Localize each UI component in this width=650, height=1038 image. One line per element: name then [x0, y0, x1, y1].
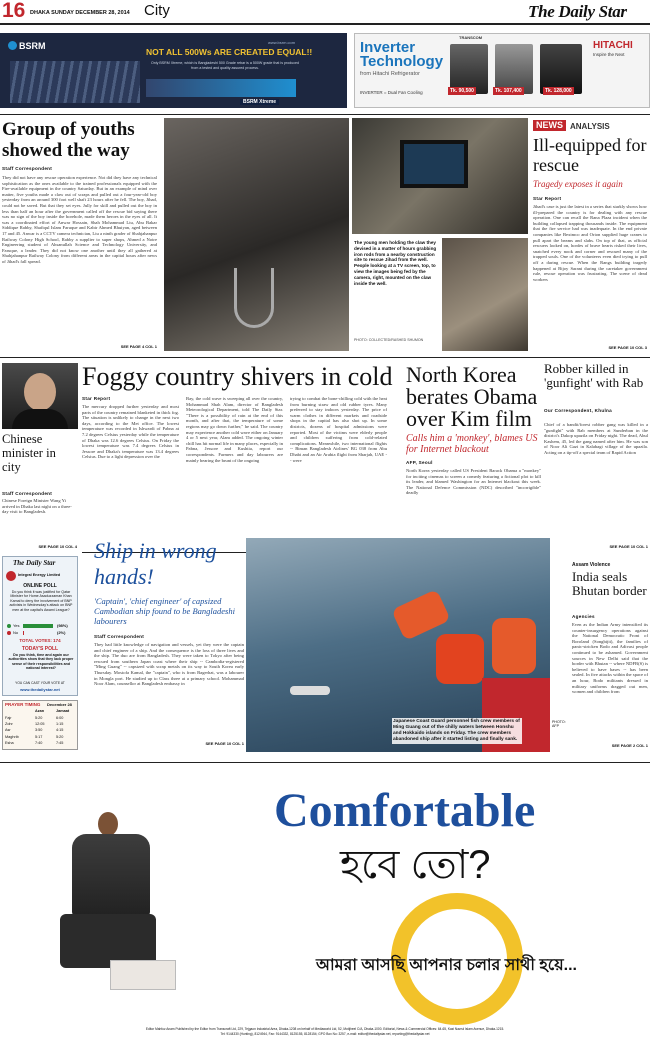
ship-body: They had little knowledge of navigation and vessels, yet they were the captain and chief engineer of a ship. And the consequence is the loss of three lives and the ship. The duo are from Bangladesh. They were taken to Tokyo after being rescued from southern Japan coast where their ship -- Cambodia-registered "Ming Guang" -- capsized with scrap metals on its way to South Korea early Thursday. Mostofa Kamal, the "captain", who is from Bagerhat, was a labourer in Mongla port. He studied up to Class three at a primary school. Mohammad Noor Alam, counsellor at Bangladesh embassy in	[94, 642, 244, 687]
poll-total: TOTAL VOTES: 174	[19, 638, 61, 643]
rescuer-3	[492, 618, 536, 674]
prayer-timing	[2, 700, 78, 750]
ship-byline: Staff Correspondent	[94, 634, 145, 639]
bhutan-byline: Agencies	[572, 614, 595, 619]
rescuer-1	[391, 589, 451, 641]
poll-title: ONLINE POLL	[23, 583, 57, 589]
ship-deck: 'Captain', 'chief engineer' of capsized Cambodian ship found to be Bangladeshi labourers	[94, 596, 235, 626]
story1-byline: Staff Correspondent	[2, 166, 53, 171]
poll-question: Do you think it was justified for Qatar Minister for Home Asaduzzaman Khan Kamal to deny the involvement of BNP activists in Wednesday's attack on BNP men at the capital's Awami League?	[9, 590, 73, 612]
hitachi-sub: from Hitachi Refrigerator	[360, 71, 420, 77]
prayer-row: Fajr 5:20 6:00	[5, 715, 64, 720]
robber-byline: Our Correspondent, Khulna	[544, 408, 612, 413]
prayer-row: Asr 3:50 4:15	[5, 728, 64, 733]
caption1-credit: PHOTO: COLLECTED/RASHED SHUMON	[354, 338, 424, 342]
poll-yes-label: Yes	[13, 623, 20, 628]
rescuer-2	[436, 634, 484, 684]
ad-english-headline: Comfortable	[274, 784, 536, 837]
shoebox-graphic	[110, 960, 176, 990]
prayer-title: PRAYER TIMING	[5, 702, 41, 707]
footer-line-1: Editor Mahfuz Anam Published by the Editor from Transcraft Ltd, 229, Tejgaon Industrial Area, Dhaka-1208 on behalf of Mediaworld Ltd, 52, Motijheel C/A, Dhaka-1000. Editorial, News & Commercial Offices: 64-65, Kazi Nazrul Islam Avenue, Dhaka-1215.	[145, 1027, 505, 1031]
ad-bangla-1: হবে তো?	[340, 843, 491, 887]
claw-graphic	[234, 268, 274, 328]
minister-face	[24, 373, 56, 411]
poll-cta: YOU CAN CAST YOUR VOTE AT	[15, 681, 65, 685]
nk-headline: North Korea berates Obama over Kim film	[406, 362, 538, 431]
helicopter-graphic	[290, 686, 330, 695]
ship-rescue-photo	[246, 538, 550, 752]
story1-body: They did not have any rescue operation experience. Not did they have any technical sophistication as the ones available to the trained professionals equipped with the Fire-available equipment in the country Saturday. But in an example of mind over matter, five youths made a claw out of scraps and pulled out a four-year-old boy yesterday from an around 300 foot well shaft 23 hours after he fell. The boy, Jihad, could not be saved. But that they set eyes. Jully for skill and pulled out the boy in less than half an hour after the government called off the rescue bid saying there was no sign of the boy inside the borehole, made them heroes in the eyes of all. It was a coordinated effort of Anwar Hossain, Shah Mohammad Liu, Abu Bakar Siddique Rabby, Shafiqul Islam Faruque and Kabir Ahmed Bhuiyan, aged between 17 and 45. Anwar is a CCTV camera technician, Liu a ninth grader of Shahjahanpur Railway Colony High School, Rabby a supplier to super shops, Ahmed a Notre Engineering student of Ahsanullah Science and Technology University, and Faruque, a leader. They did not know one another until they all gathered at Shahjahanpur Railway Colony from different areas in the capital hours after news of Jihad's fall spread.	[2, 175, 157, 264]
masthead: The Daily Star	[528, 2, 627, 21]
analysis-deck: Tragedy exposes it again	[533, 179, 623, 189]
minister-photo	[2, 363, 78, 429]
yes-bar	[23, 624, 53, 628]
page-number: 16	[2, 0, 26, 22]
model-body	[72, 834, 150, 916]
china-more[interactable]: SEE PAGE 10 COL 4	[38, 544, 77, 549]
tv-screen-photo	[352, 118, 528, 234]
price-2: Tk. 107,400	[495, 88, 522, 94]
fog-headline: Foggy country shivers in cold	[82, 362, 393, 391]
poll-no-label: No	[13, 630, 19, 635]
analysis-body: Jihad's case is just the latest in a series that starkly shows how ill-prepared the country is for dealing with any rescue operation. One can recall the Rana Plaza incident when the building collapsed trapping thousands inside. The equipment that the fire service had was inadequate. In the end private companies like Beximco and Orion supplied huge cranes to pull apart the beams and slabs. On top of that, as official rescuers looked on, hordes of brave hearts risked their lives, snatched every nook and corner and rescued many of the trapped souls. One of the volunteers even died trying to pull off a daring rescue. When the Rangs building tragedy happened at Bijoy Sarani during the caretaker government rule, rescue operation was frustrating. The scene of dead workers	[533, 204, 647, 282]
price-3: Tk. 128,000	[545, 88, 572, 94]
poll-today-question: Do you think, time and again our authorities show that they lack proper sense of their responsibilities and national interest?	[8, 653, 74, 671]
minister-suit	[12, 409, 68, 429]
page-header	[0, 0, 650, 26]
robber-body: Chief of a bandit/forest robber gang was killed in a "gunfight" with Rab members at Sunderban in the district's Dakop upazila on Friday night. The dead, Abul Kashem, 45, led the gang named after him. He was son of Noor Ali Gazi in Kalabagi village of the upazila. Acting on a tip-off a special team of Rapid Action	[544, 422, 648, 455]
integral-logo-icon	[6, 571, 16, 581]
china-headline: Chinese minister in city	[2, 432, 56, 474]
bsrm-bar-graphic	[146, 79, 296, 97]
hitachi-top: TRANSCOM	[459, 35, 483, 40]
fog-col1: The mercury dropped further yesterday and most parts of the country remained blanketed in thick fog. The situation is unlikely to change in the next two days, according to the Met office. The lowest temperature was recorded in Ishwardi of Pabna at 7.2 degrees Celsius yesterday while the temperature of Dhaka was 12.6 degrees Celsius. On Friday the lowest temperature was 7.4 degrees Celsius in Jessore and Dhaka's temperature was 13.4 degrees Celsius. Due to a light depression over the	[82, 404, 179, 460]
analysis-more[interactable]: SEE PAGE 10 COL 3	[608, 345, 647, 350]
poll-yes-pct: (98%)	[57, 623, 68, 628]
bsrm-logo-icon	[8, 41, 17, 50]
hitachi-foot: INVERTER = Dual Fan Cooling	[360, 90, 423, 95]
poll-today: TODAY'S POLL	[21, 646, 59, 652]
ship-credit: PHOTO: AFP	[552, 720, 566, 728]
bhutan-more[interactable]: SEE PAGE 2 COL 1	[611, 743, 648, 748]
dateline: DHAKA SUNDAY DECEMBER 28, 2014	[30, 10, 130, 16]
fog-byline: Star Report	[82, 396, 111, 401]
nk-byline: AFP, Seoul	[406, 460, 433, 465]
price-1: Tk. 90,500	[450, 88, 474, 94]
fog-col3: trying to combat the bone-chilling cold with the heat from burning straw and old rubber tyres. Many preferred to stay indoors yesterday. The price of warm clothes in different markets and roadside shops in the capital has also shot up. In some districts, dozens of hospital admissions were reported. Most of the victims were elderly people and children suffering from cold-related complications. Meanwhile, two international flights -- Biman Bangladesh Airlines' BG 038 from Abu Dhabi and an Air Arabia flight from Sharjah, UAE -- were	[290, 396, 387, 463]
bottom-rule	[0, 762, 650, 763]
bhutan-body: Even as the Indian Army intensified its counter-insurgency operations against the National Democratic Front of Boroland (Songbijit), the families of panic-stricken Bodo and Adivasi people continued to be ashamed. Government sources in New Delhi said that the border with Bhutan -- where NDFB(S) is believed to have bases -- has been sealed. In five attacks within the space of an hour, Bodo militants dressed in military uniforms dragged out men, women and children from	[572, 622, 648, 695]
hitachi-brand-tag: Inspire the Next	[593, 52, 625, 57]
poll-url[interactable]: www.thedailystar.net	[20, 687, 60, 692]
model-head	[98, 812, 118, 836]
nk-body: North Korea yesterday called US President Barack Obama a "monkey" for inciting cinemas to screen a comedy featuring a fictional plot to kill its leader, and blamed Washington for an Internet blackout this week. The National Defence Commission (NDC) described "incorrigible" deadly	[406, 468, 541, 496]
bsrm-headline: NOT ALL 500Ws ARE CREATED EQUAL!!	[146, 47, 313, 57]
no-dot-icon	[7, 631, 11, 635]
caption1-box	[352, 238, 440, 351]
bhutan-kicker: Assam Violence	[572, 562, 611, 568]
story1-headline: Group of youths showed the way	[2, 119, 135, 161]
yes-dot-icon	[7, 624, 11, 628]
analysis-byline: Star Report	[533, 196, 562, 201]
prayer-table: Azan Jamaat Fajr 5:20 6:00 Zohr 12:05 1:15 Asr 3:50 4:15 Maghrib 5:17 5:20 Esha 7:40 7:45	[5, 709, 77, 747]
bsrm-subtext: Only BSRM Xtreme, which is Bangladeshi 500 Grade rebar is a 500W grade that is produced from a tested and quality assured process.	[150, 61, 300, 70]
rebar-graphic	[10, 61, 140, 103]
ad-bsrm[interactable]	[0, 33, 347, 108]
china-byline: Staff Correspondent	[2, 491, 53, 496]
poll-no-pct: (2%)	[57, 630, 66, 635]
bsrm-url: www.bsrm.com	[268, 40, 296, 45]
poll-brand: The Daily Star	[13, 559, 56, 567]
ad-rule	[0, 114, 650, 115]
header-rule	[0, 23, 650, 25]
prayer-row: Esha 7:40 7:45	[5, 741, 64, 746]
no-bar	[23, 631, 24, 635]
analysis-headline: Ill-equipped for rescue	[533, 135, 647, 175]
prayer-date: December 28	[47, 702, 72, 707]
china-body: Chinese Foreign Minister Wang Yi arrived in Dhaka last night on a three-day visit to Bangladesh.	[2, 498, 72, 515]
hitachi-title2: Technology	[360, 53, 444, 70]
ring-graphic	[382, 884, 532, 1026]
hitachi-title1: Inverter	[360, 39, 416, 56]
tv-screen-graphic	[400, 140, 468, 188]
footer-line-2: Tel: 9144330 (Hunting), 8124944, Fax: 9144332, 8125155, 8128154; GPO Box No: 3257, e-mail: editor@thedailystar.net, reporting@thedailystar.net	[220, 1032, 430, 1036]
prayer-row: Zohr 12:05 1:15	[5, 721, 64, 726]
rescuers-photo	[164, 118, 349, 351]
mid-rule	[0, 357, 650, 358]
camera-photo	[442, 238, 528, 351]
bsrm-tagline: BSRM Xtreme	[240, 99, 279, 105]
robber-headline: Robber killed in 'gunfight' with Rab	[544, 361, 644, 390]
ad-bangla-2: আমরা আসছি আপনার চলার সাথী হয়ে...	[316, 957, 577, 974]
bsrm-logo: BSRM	[8, 41, 46, 51]
ad-hitachi[interactable]	[354, 33, 650, 108]
prayer-row: Maghrib 5:17 5:20	[5, 734, 64, 739]
comfortable-ad[interactable]	[2, 764, 648, 1026]
story1-more[interactable]: SEE PAGE 4 COL 1	[120, 344, 157, 349]
hitachi-brand: HITACHI	[593, 40, 633, 51]
ship-headline: Ship in wrong hands!	[94, 538, 217, 589]
analysis-tag-news: NEWS	[533, 120, 566, 131]
caption1-text: The young men holding the claw they devised in a matter of hours grabbing iron rods from a nearby construction site to rescue Jihad from the well. People looking at a TV screen, top, to view the images being fed by the camera, right, mounted on the claw inside the well.	[354, 240, 437, 286]
bhutan-headline: India seals Bhutan border	[572, 569, 647, 598]
ship-caption: Japanese Coast Guard personnel fish crew members of Ming Guang out of the chilly waters between Honshu and Hokkaido islands on Friday. The crew members abandoned ship after it started listing and finally sank.	[392, 718, 522, 744]
online-poll[interactable]	[2, 556, 78, 696]
robber-more[interactable]: SEE PAGE 10 COL 1	[609, 544, 648, 549]
fog-col2: Bay, the cold wave is sweeping all over the country, Mohammad Shah Alam, director of Bangladesh Meteorological Department, told The Daily Star. "There is a possibility of rain at the end of this month, and after that, the temperature of some regions may go down further," he said. The country may experience another cold wave either on January 4 or 5 next year, Alam added. The ongoing winter chill has hit normal life in many places, especially in Pabna, Jessore and Kushtia, report our correspondents. Farmers and day labourers are mainly bearing the brunt of the ongoing	[186, 396, 283, 463]
poll-sponsor: Integral Energy Limited	[18, 573, 61, 577]
ship-more[interactable]: SEE PAGE 10 COL 1	[205, 741, 244, 746]
analysis-tag: ANALYSIS	[570, 122, 610, 131]
nk-deck: Calls him a 'monkey', blames US for Internet blackout	[406, 433, 538, 455]
section-title: City	[144, 2, 170, 19]
